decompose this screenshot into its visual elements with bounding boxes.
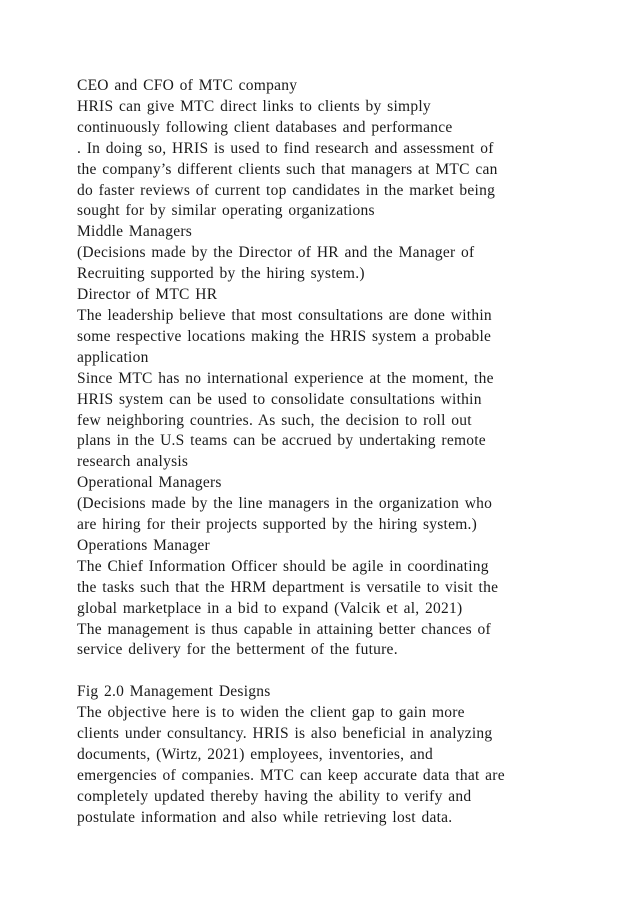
text-line: some respective locations making the HRIS system a probable [77,327,492,345]
text-line: postulate information and also while retrieving lost data. [77,808,453,826]
text-line: The Chief Information Officer should be agile in coordinating [77,557,489,575]
text-line: documents, (Wirtz, 2021) employees, inventories, and [77,745,434,763]
text-line: application [77,348,149,366]
section-heading: Operations Manager [77,536,210,554]
text-line: (Decisions made by the line managers in the organization who [77,495,493,513]
text-line: sought for by similar operating organizations [77,202,375,220]
text-line: research analysis [77,453,189,471]
text-line: continuously following client databases and performance [77,118,453,136]
text-line: . In doing so, HRIS is used to find research and assessment of [77,139,494,157]
text-line: Since MTC has no international experience at the moment, the [77,369,494,387]
text-line: the tasks such that the HRM department is versatile to visit the [77,578,499,596]
text-line: completely updated thereby having the ability to verify and [77,787,472,805]
text-line: plans in the U.S teams can be accrued by undertaking remote [77,432,486,450]
text-line: few neighboring countries. As such, the decision to roll out [77,411,472,429]
text-line: are hiring for their projects supported by the hiring system.) [77,516,478,534]
figure-caption: Fig 2.0 Management Designs [77,683,271,701]
section-heading: Director of MTC HR [77,286,218,304]
text-line: The objective here is to widen the client gap to gain more [77,704,465,722]
text-line: HRIS system can be used to consolidate consultations within [77,390,482,408]
text-line: Recruiting supported by the hiring system.) [77,265,365,283]
text-line: service delivery for the betterment of the future. [77,641,398,659]
blank-line [77,661,597,682]
text-line: (Decisions made by the Director of HR and the Manager of [77,244,475,262]
document-page [77,76,597,829]
text-line: do faster reviews of current top candidates in the market being [77,181,496,199]
text-line: CEO and CFO of MTC company [77,77,298,94]
section-heading: Middle Managers [77,223,193,241]
text-line: emergencies of companies. MTC can keep accurate data that are [77,766,505,784]
text-line: HRIS can give MTC direct links to clients by simply [77,97,431,115]
text-line: the company’s different clients such that managers at MTC can [77,160,498,178]
text-line: global marketplace in a bid to expand (Valcik et al, 2021) [77,599,463,617]
text-line: The management is thus capable in attaining better chances of [77,620,491,638]
section-heading: Operational Managers [77,474,222,492]
text-line: clients under consultancy. HRIS is also beneficial in analyzing [77,725,493,743]
text-line: The leadership believe that most consultations are done within [77,306,492,324]
